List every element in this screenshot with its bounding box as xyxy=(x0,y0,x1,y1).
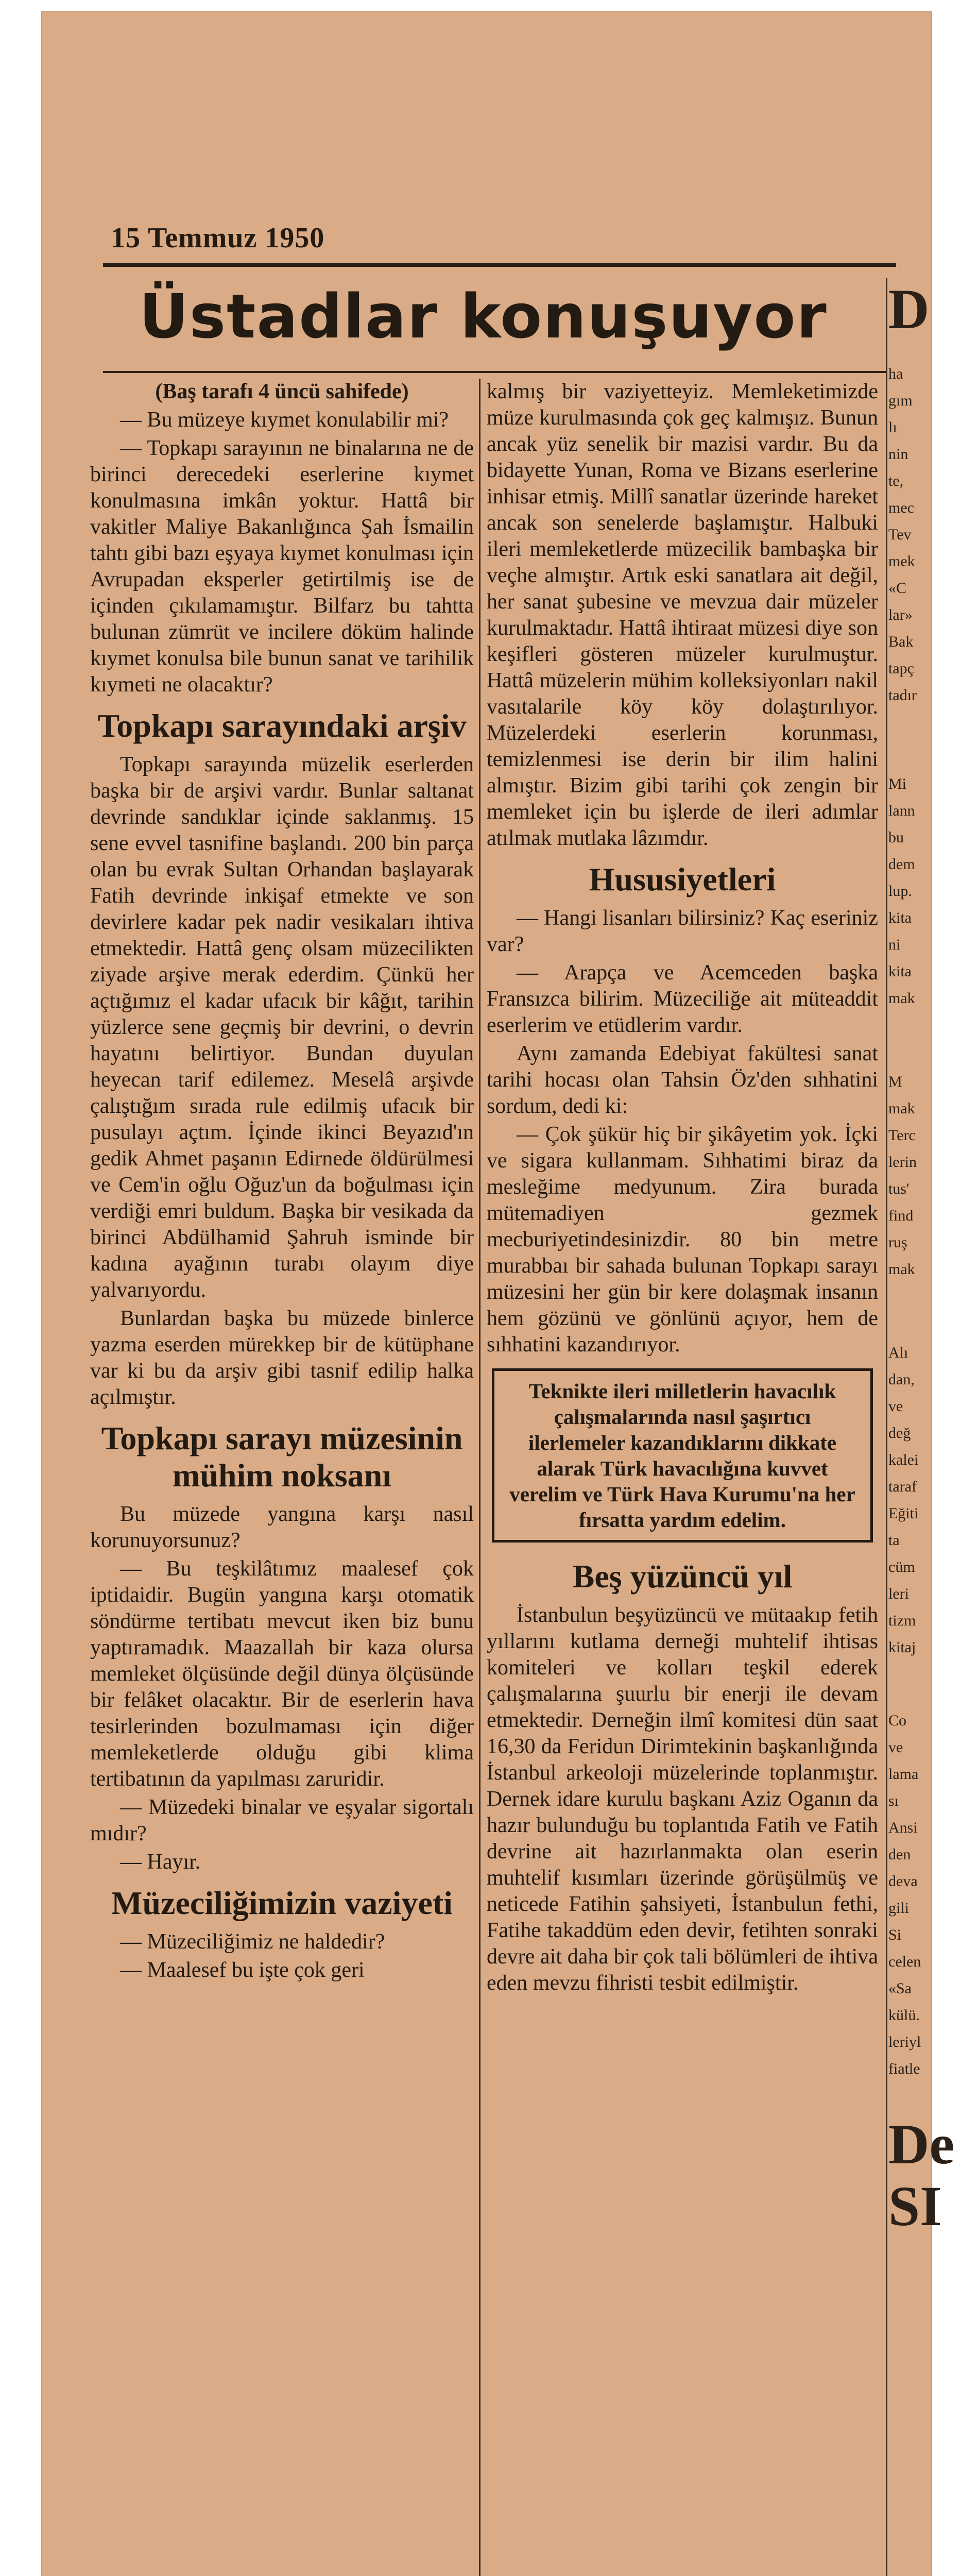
edge-line: «Sa xyxy=(888,1980,912,1997)
headline: Üstadlar konuşuyor xyxy=(139,281,828,352)
edge-line: tus' xyxy=(888,1180,909,1197)
edge-line: gım xyxy=(888,392,913,409)
edge-line: kita xyxy=(888,963,912,980)
edge-line: mak xyxy=(888,1261,915,1278)
subheading: Müzeciliğimizin vaziyeti xyxy=(111,1885,453,1921)
edge-line: Si xyxy=(888,1926,902,1943)
edge-line: ve xyxy=(888,1739,903,1756)
edge-line: lerin xyxy=(888,1154,917,1171)
edge-line: fiatle xyxy=(888,2060,920,2077)
subheading: Hususiyetleri xyxy=(589,861,776,897)
edge-line: bu xyxy=(888,829,904,846)
edge-line-group xyxy=(888,1707,932,2082)
paragraph: — Hayır. xyxy=(120,1850,201,1874)
edge-line: ve xyxy=(888,1398,903,1415)
subheading: Topkapı sarayı müzesinin mühim noksanı xyxy=(101,1420,463,1494)
edge-line: M xyxy=(888,1073,902,1090)
edge-line: find xyxy=(888,1207,914,1224)
edge-line: Tev xyxy=(888,526,912,543)
subheading: Topkapı sarayındaki arşiv xyxy=(97,707,467,744)
edge-line: külü. xyxy=(888,2007,920,2024)
issue-date: 15 Temmuz 1950 xyxy=(111,222,325,254)
edge-line: taraf xyxy=(888,1478,917,1495)
edge-line: tizm xyxy=(888,1612,916,1629)
edge-letter: De xyxy=(888,2113,955,2176)
paragraph: — Arapça ve Acemceden başka Fransızca bilirim. Müzeciliğe ait müteaddit eserlerim ve etüdlerim vardır. xyxy=(487,961,878,1037)
edge-line: lı xyxy=(888,419,897,436)
edge-line: «C xyxy=(888,580,907,597)
paragraph: — Bu müzeye kıymet konulabilir mi? xyxy=(120,408,449,432)
edge-line: te, xyxy=(888,472,904,489)
column-divider-right xyxy=(886,278,887,2576)
edge-line: mak xyxy=(888,1100,915,1117)
edge-line: Ansi xyxy=(888,1819,918,1836)
paragraph: — Çok şükür hiç bir şikâyetim yok. İçki ve sigara kullanmam. Sıhhatimi biraz da mesleğime medyunum. Zira burada mütemadiyen gezmek mecburiyetindesinizdir. 80 bin metre murabbaı bir sahada bulunan Topkapı sarayı müzesini her gün bir kere dolaşmak insanın hem gözünü ve gönlünü açıyor, hem de sıhhatini kazandırıyor. xyxy=(487,1123,878,1357)
boxed-notice: Teknikte ileri milletlerin havacılık çalışmalarında nasıl şaşırtıcı ilerlemeler kazandıklarını dikkate alarak Türk havacılığına kuvvet verelim ve Türk Hava Kurumu'na her fırsatta yardım edelim. xyxy=(492,1368,873,1543)
edge-line: lar» xyxy=(888,606,913,623)
paragraph: — Bu teşkilâtımız maalesef çok iptidaidir. Bugün yangına karşı otomatik söndürme tertibatı mevcut iken biz bunu yaptıramadık. Maazallah bir kaza olursa memleket ölçüsünde değil dünya ölçüsünde bir felâket olacaktır. Bir de eserlerin hava tesirlerinden bozulmaması için diğer memleketlerde olduğu gibi klima tertibatının da yapılması zaruridir. xyxy=(90,1557,474,1791)
edge-line: Mi xyxy=(888,775,907,792)
edge-line: nin xyxy=(888,446,908,463)
headline-rule xyxy=(103,371,886,373)
edge-line: değ xyxy=(888,1425,911,1442)
paragraph: kalmış bir vaziyetteyiz. Memleketimizde müze kurulmasında çok geç kalmışız. Bunun ancak yüz senelik bir mazisi vardır. Bu da bidayette Yunan, Roma ve Bizans eserlerine inhisar etmiş. Millî sanatlar üzerinde hareket ancak son senelerde başlamıştır. Halbuki ileri memleketlerde müzecilik bambaşka bir veçhe almıştır. Artık eski sanatlara ait değil, her sanat şubesine ve mevzua dair müzeler kurulmaktadır. Hattâ ihtiraat müzesi diye son keşifleri gösteren müzeler kurulmuştur. Hattâ müzelerin mühim kolleksiyonları nakil vasıtalarile köy köy dolaştırılıyor. Müzelerdeki eserlerin korunması, temizlenmesi ise derin bir ilim halini almıştır. Bizim gibi tarihi çok zengin bir memleket için bu işlerde de ileri adımlar atılmak mutlaka lâzımdır. xyxy=(487,380,878,850)
edge-line: mek xyxy=(888,553,915,570)
paragraph: — Hangi lisanları bilirsiniz? Kaç eseriniz var? xyxy=(487,906,878,956)
paragraph: — Müzedeki binalar ve eşyalar sigortalı mıdır? xyxy=(90,1795,474,1845)
edge-line: leri xyxy=(888,1585,909,1602)
edge-line-group xyxy=(888,771,932,1012)
edge-line: cüm xyxy=(888,1558,915,1575)
edge-line: Eğiti xyxy=(888,1505,919,1522)
edge-line: ha xyxy=(888,365,903,382)
edge-line: sı xyxy=(888,1792,899,1809)
edge-line: kalei xyxy=(888,1451,919,1468)
article-column-1 xyxy=(90,379,474,1986)
edge-letter: D xyxy=(888,278,930,341)
edge-line: mak xyxy=(888,990,915,1007)
edge-line: tapç xyxy=(888,660,914,677)
edge-line: lup. xyxy=(888,883,912,900)
edge-line: Alı xyxy=(888,1344,908,1361)
edge-line: celen xyxy=(888,1953,921,1970)
column-divider xyxy=(479,379,480,2576)
edge-line: Terc xyxy=(888,1127,916,1144)
edge-letter: SI xyxy=(888,2175,942,2238)
edge-line-group xyxy=(888,361,932,709)
edge-line: dan, xyxy=(888,1371,915,1388)
edge-line: ni xyxy=(888,936,901,953)
edge-line: mec xyxy=(888,499,914,516)
edge-line: tadır xyxy=(888,687,917,704)
edge-line: dem xyxy=(888,856,915,873)
edge-line: lann xyxy=(888,802,915,819)
edge-line: deva xyxy=(888,1873,918,1890)
edge-text-lines xyxy=(888,361,955,2238)
paragraph: Aynı zamanda Edebiyat fakültesi sanat tarihi hocası olan Tahsin Öz'den sıhhatini sordum, dedi ki: xyxy=(487,1042,878,1118)
edge-line: gili xyxy=(888,1900,909,1917)
paragraph: Bu müzede yangına karşı nasıl korunuyorsunuz? xyxy=(90,1502,474,1552)
paragraph: — Müzeciliğimiz ne haldedir? xyxy=(120,1930,385,1954)
edge-line: den xyxy=(888,1846,911,1863)
article-column-2 xyxy=(487,379,878,1998)
edge-line: ruş xyxy=(888,1234,907,1251)
paragraph: Bunlardan başka bu müzede binlerce yazma eserden mürekkep bir de kütüphane var ki bu da arşiv gibi tasnif edilip halka açılmıştır. xyxy=(90,1307,474,1409)
adjacent-column-fragment xyxy=(888,278,955,2576)
continuation-note: (Baş tarafı 4 üncü sahifede) xyxy=(155,380,409,403)
edge-line: Co xyxy=(888,1712,907,1729)
subheading: Beş yüzüncü yıl xyxy=(572,1558,793,1595)
edge-line: kita xyxy=(888,909,912,926)
edge-line: kitaj xyxy=(888,1639,916,1656)
edge-line-group xyxy=(888,1340,932,1661)
edge-line: ta xyxy=(888,1532,900,1549)
paragraph: İstanbulun beşyüzüncü ve mütaakıp fetih yıllarını kutlama derneği muhtelif ihtisas komiteleri ve kolları teşkil ederek çalışmalarına şuurlu bir enerji ile devam etmektedir. Derneğin ilmî komitesi dün saat 16,30 da Feridun Dirimtekinin başkanlığında İstanbul arkeoloji müzelerinde toplanmıştır. Dernek idare kurulu başkanı Aziz Oganın da hazır bulunduğu bu toplantıda Fatih ve Fatih devrine ait hazırlanmakta olan eserin muhtelif kısımları üzerinde görüşülmüş ve neticede Fatihin şahsiyeti, İstanbulun fethi, Fatihe takaddüm eden devir, fetihten sonraki devre ait daha bir çok tali bölümleri de ihtiva eden mevzu fihristi tesbit edilmiştir. xyxy=(487,1603,878,1995)
edge-line: Bak xyxy=(888,633,914,650)
edge-line: lama xyxy=(888,1766,919,1783)
edge-line: leriyl xyxy=(888,2033,921,2050)
header-rule xyxy=(103,263,896,267)
paragraph: — Topkapı sarayının ne binalarına ne de birinci derecedeki eserlerine kıymet konulmasına imkân yoktur. Hattâ bir vakitler Maliye Bakanlığınca Şah İsmailin tahtı gibi bazı eşyaya kıymet konulması için Avrupadan eksperler getirtilmiş ise de içinden çıkılamamıştır. Bilfarz bu tahtta bulunan zümrüt ve incilere döküm halinde kıymet konulsa bile bunun sanat ve tarihilik kıymeti ne olacaktır? xyxy=(90,436,474,697)
edge-line-group xyxy=(888,1069,932,1283)
paragraph: — Maalesef bu işte çok geri xyxy=(120,1958,365,1982)
paragraph: Topkapı sarayında müzelik eserlerden başka bir de arşivi vardır. Bunlar saltanat devrinde sandıklar içinde saklanmış. 15 sene evvel tasnifine başlandı. 200 bin parça olan bu evrak Sultan Orhandan başlayarak Fatih devrinde inkişaf etmekte ve son devirlere kadar pek nadir vesikaları ihtiva etmektedir. Hattâ genç olsam müzecilikten ziyade arşive merak ederdim. Çünkü her açtığımız el kadar ufacık bir kâğıt, tarihin yüzlerce sene geçmiş bir devrini, o devrin hayatını belirtiyor. Bundan duyulan heyecan tarif edilemez. Meselâ arşivde çalıştığım sırada rule edilmiş ufacık bir pusulayı açtım. İçinde ikinci Beyazıd'ın gedik Ahmet paşanın Edirnede öldürülmesi ve Cem'in oğlu Oğuz'un da boğulması için verdiği emri buldum. Başka bir vesikada da birinci Abdülhamid Şahruh isminde bir kadına ayağının turabı olayım diye yalvarıyordu. xyxy=(90,753,474,1302)
